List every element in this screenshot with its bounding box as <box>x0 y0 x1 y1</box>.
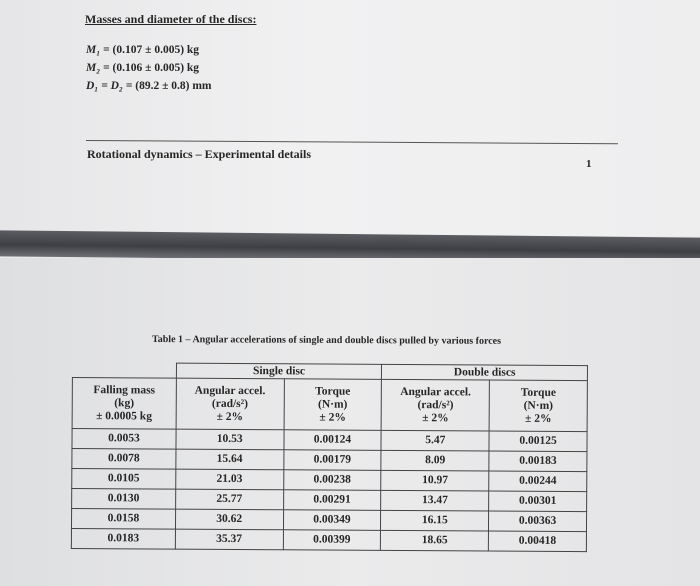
mass-symbol-1: M₁ <box>86 44 101 56</box>
table-caption: Table 1 – Angular accelerations of single and double discs pulled by various forces <box>151 334 502 347</box>
cell-single-accel: 15.64 <box>176 449 284 470</box>
mass-value-1: = (0.107 ± 0.005) kg <box>103 44 200 56</box>
cell-single-torque: 0.00179 <box>283 450 381 471</box>
cell-double-accel: 16.15 <box>381 510 489 531</box>
header-line: ± 0.0005 kg <box>96 409 153 422</box>
header-line: ± 2% <box>524 412 552 425</box>
cell-double-accel: 13.47 <box>381 490 489 511</box>
page-upper <box>0 0 700 236</box>
cell-single-torque: 0.00124 <box>284 430 382 451</box>
cell-falling-mass: 0.0053 <box>72 429 176 450</box>
cell-double-accel: 5.47 <box>381 430 489 451</box>
header-falling-mass <box>72 378 176 430</box>
header-single-torque <box>284 379 382 431</box>
diameter-symbol: D₁ = D₂ <box>86 80 123 92</box>
group-double-discs: Double discs <box>382 364 588 380</box>
header-line: Angular accel. <box>194 384 266 397</box>
footer-title: Rotational dynamics – Experimental details <box>87 147 311 161</box>
header-line: ± 2% <box>422 411 449 424</box>
mass-line-2 <box>86 62 199 74</box>
cell-single-torque: 0.00238 <box>283 470 381 491</box>
header-line: (rad/s²) <box>417 398 454 411</box>
cell-single-torque: 0.00291 <box>283 490 381 511</box>
header-line: (kg) <box>114 396 135 409</box>
cell-double-torque: 0.00183 <box>489 451 587 472</box>
header-line: ± 2% <box>216 410 244 423</box>
cell-double-torque: 0.00125 <box>489 431 587 452</box>
header-line: (N·m) <box>523 399 554 412</box>
data-table <box>71 362 588 552</box>
group-single-disc: Single disc <box>176 363 382 379</box>
cell-falling-mass: 0.0105 <box>72 469 176 490</box>
header-double-angular-accel <box>381 379 489 431</box>
header-line: ± 2% <box>319 411 346 424</box>
cell-double-torque: 0.00418 <box>489 531 587 552</box>
cell-single-accel: 21.03 <box>176 469 284 490</box>
cell-double-accel: 8.09 <box>381 450 489 471</box>
diameter-line <box>86 80 212 92</box>
cell-single-accel: 10.53 <box>176 429 284 450</box>
header-single-angular-accel <box>176 378 284 430</box>
header-line: Torque <box>315 384 351 398</box>
cell-single-accel: 35.37 <box>175 529 283 550</box>
table-corner-cell <box>72 363 176 379</box>
cell-double-torque: 0.00244 <box>489 471 587 492</box>
mass-line-1 <box>86 44 199 56</box>
cell-falling-mass: 0.0183 <box>71 528 175 549</box>
cell-double-accel: 18.65 <box>381 530 489 551</box>
header-line: Torque <box>520 386 557 399</box>
cell-double-accel: 10.97 <box>381 470 489 491</box>
page-number: 1 <box>586 158 592 170</box>
cell-falling-mass: 0.0130 <box>72 489 176 510</box>
mass-symbol-2: M₂ <box>86 62 101 74</box>
mass-value-2: = (0.106 ± 0.005) kg <box>103 62 200 74</box>
cell-single-accel: 30.62 <box>175 509 283 530</box>
cell-falling-mass: 0.0158 <box>71 509 175 530</box>
cell-double-torque: 0.00301 <box>489 491 587 512</box>
header-line: (N·m) <box>317 398 348 411</box>
table-row <box>71 528 586 551</box>
header-line: Angular accel. <box>400 385 471 398</box>
header-line: (rad/s²) <box>211 397 248 410</box>
diameter-value: = (89.2 ± 0.8) mm <box>125 80 212 92</box>
masses-heading: Masses and diameter of the discs: <box>85 12 257 26</box>
cell-falling-mass: 0.0078 <box>72 449 176 470</box>
table-header-row <box>72 378 587 432</box>
cell-single-accel: 25.77 <box>175 489 283 510</box>
cell-double-torque: 0.00363 <box>489 511 587 532</box>
header-line: Falling mass <box>93 383 156 397</box>
cell-single-torque: 0.00399 <box>283 530 381 551</box>
cell-single-torque: 0.00349 <box>283 510 381 531</box>
header-double-torque <box>489 380 587 432</box>
